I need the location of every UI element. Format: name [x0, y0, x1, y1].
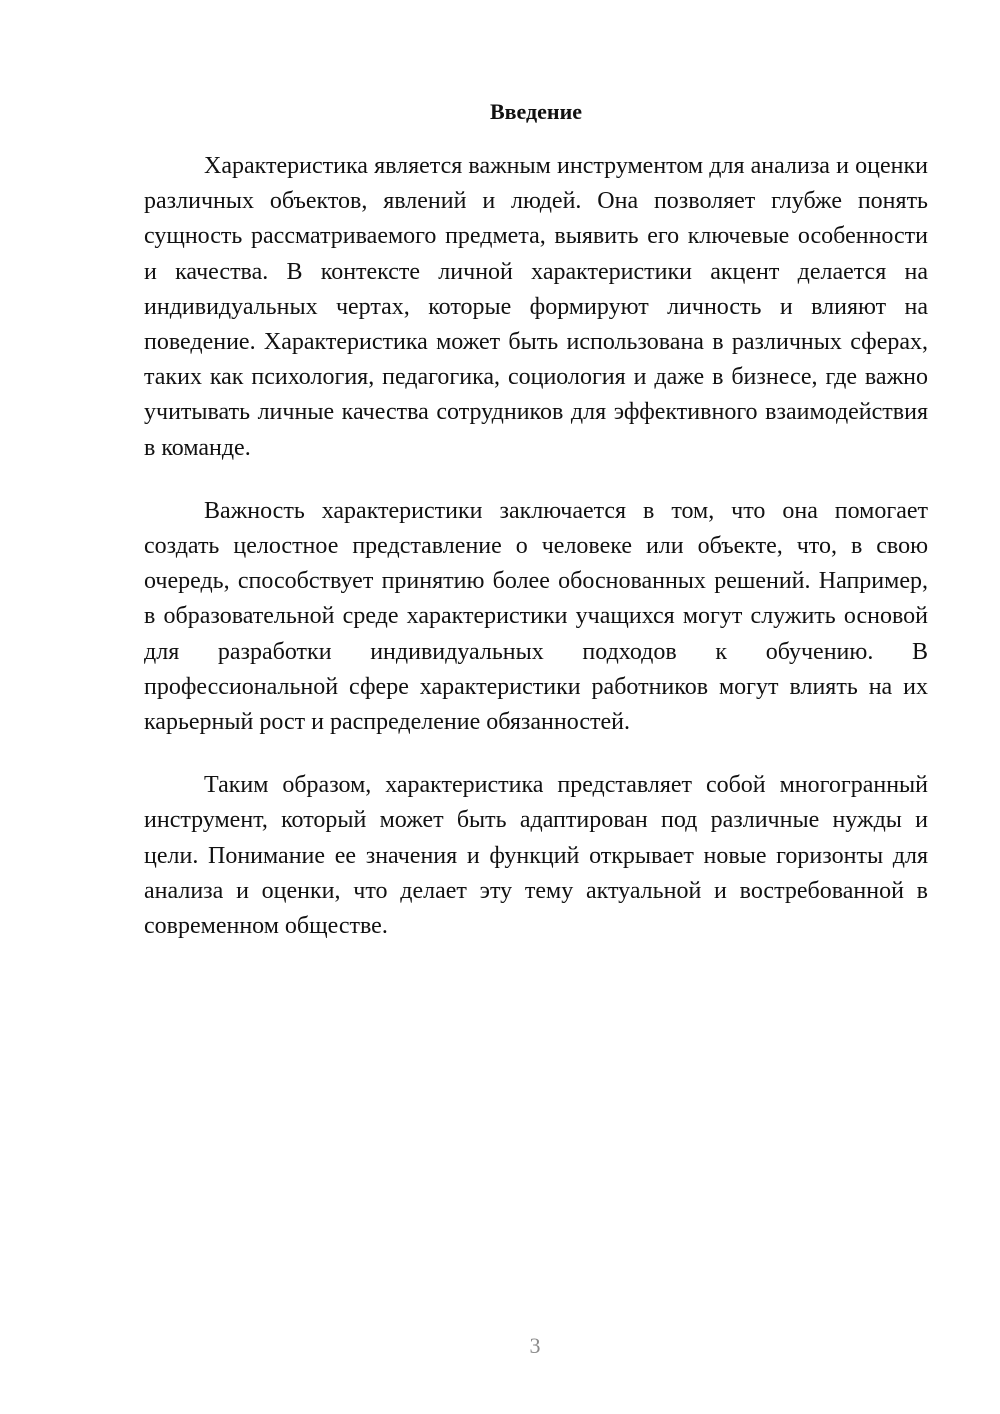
paragraph-3: Таким образом, характеристика представляет собой многогранный инструмент, который может быть адаптирован под различные нужды и цели. Понимание ее значения и функций открывает новые горизонты для анализа и оценки, что делает эту тему актуальной и востребованной в современном обществе. — [144, 772, 928, 940]
paragraph-2: Важность характеристики заключается в том, что она помогает создать целостное представление о человеке или объекте, что, в свою очередь, способствует принятию более обоснованных решений. Например, в образовательной среде характеристики учащихся могут служить основой для разработки индивидуальных подходов к обучению. В профессиональной сфере характеристики работников могут влиять на их карьерный рост и распределение обязанностей. — [144, 497, 928, 736]
page-content — [144, 95, 928, 972]
paragraph-1: Характеристика является важным инструментом для анализа и оценки различных объектов, явлений и людей. Она позволяет глубже понять сущность рассматриваемого предмета, выявить его ключевые особенности и качества. В контексте личной характеристики акцент делается на индивидуальных чертах, которые формируют личность и влияют на поведение. Характеристика может быть использована в различных сферах, таких как психология, педагогика, социология и даже в бизнесе, где важно учитывать личные качества сотрудников для эффективного взаимодействия в команде. — [144, 153, 928, 461]
section-heading: Введение — [489, 99, 583, 124]
page-number: 3 — [529, 1333, 541, 1358]
